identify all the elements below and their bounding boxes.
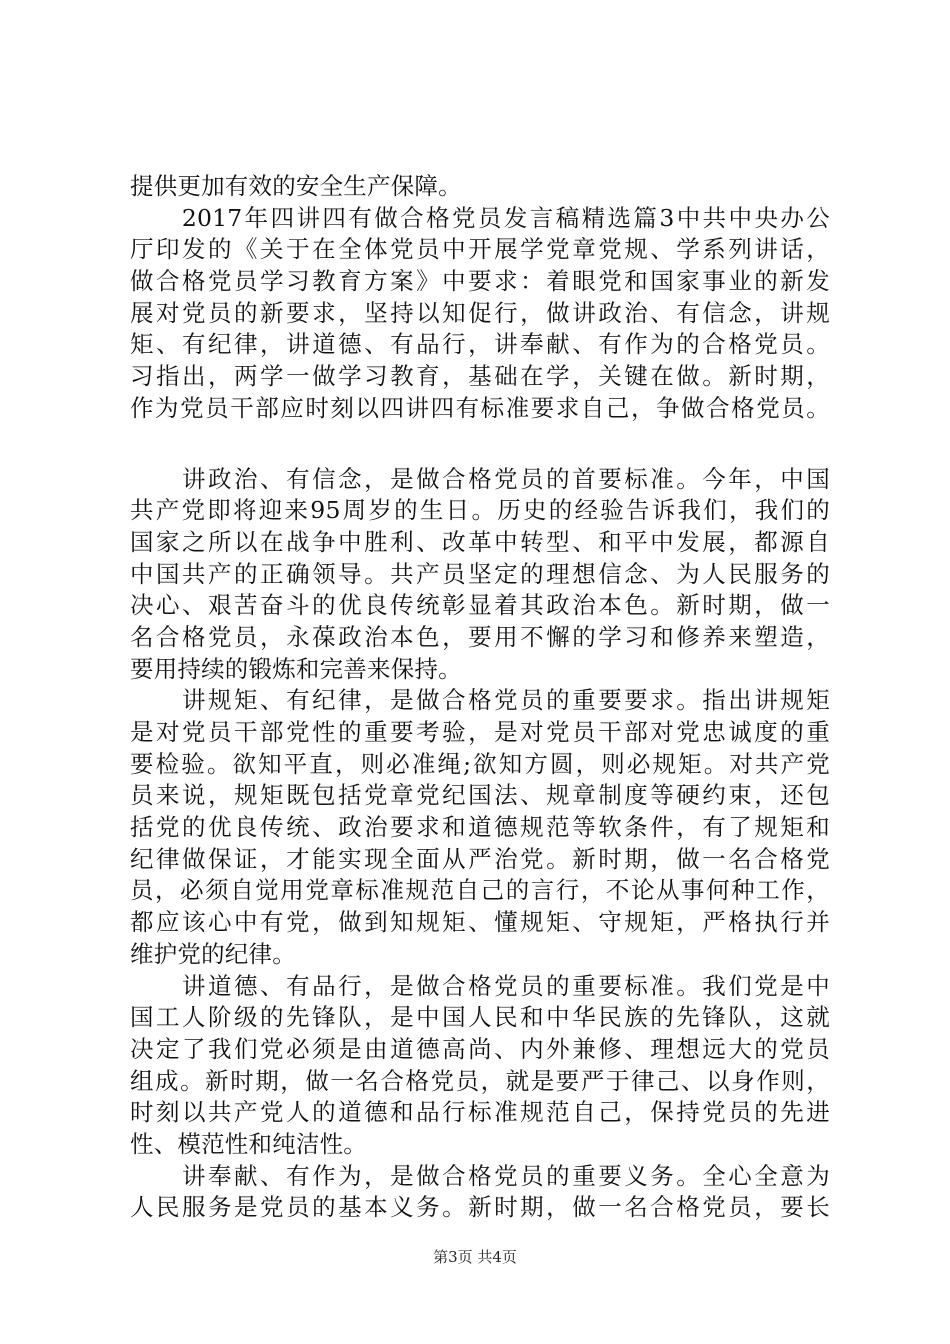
document-body bbox=[130, 171, 830, 1224]
text-line: 要用持续的锻炼和完善来保持。 bbox=[130, 654, 462, 683]
text-line: 讲规矩、有纪律，是做合格党员的重要要求。指出讲规矩 bbox=[130, 686, 830, 715]
text-line: 作为党员干部应时刻以四讲四有标准要求自己，争做合格党员。 bbox=[130, 393, 830, 422]
text-line: 2017年四讲四有做合格党员发言稿精选篇3中共中央办公 bbox=[130, 203, 830, 232]
text-line: 员来说，规矩既包括党章党纪国法、规章制度等硬约束，还包 bbox=[130, 781, 830, 810]
text-line: 都应该心中有党，做到知规矩、懂规矩、守规矩，严格执行并 bbox=[130, 908, 830, 937]
text-line: 维护党的纪律。 bbox=[130, 939, 296, 968]
text-line: 中国共产的正确领导。共产员坚定的理想信念、为人民服务的 bbox=[130, 559, 830, 588]
text-line: 提供更加有效的安全生产保障。 bbox=[130, 172, 462, 200]
text-line: 共产党即将迎来95周岁的生日。历史的经验告诉我们，我们的 bbox=[130, 496, 830, 525]
text-line: 矩、有纪律，讲道德、有品行，讲奉献、有作为的合格党员。 bbox=[130, 330, 830, 359]
text-line: 纪律做保证，才能实现全面从严治党。新时期，做一名合格党 bbox=[130, 844, 830, 873]
text-line: 国家之所以在战争中胜利、改革中转型、和平中发展，都源自 bbox=[130, 527, 830, 556]
text-line: 性、模范性和纯洁性。 bbox=[130, 1129, 367, 1158]
text-line: 员，必须自觉用党章标准规范自己的言行，不论从事何种工作， bbox=[130, 876, 830, 905]
text-line: 做合格党员学习教育方案》中要求：着眼党和国家事业的新发 bbox=[130, 267, 830, 296]
paragraph-gap bbox=[130, 425, 830, 464]
text-line: 厅印发的《关于在全体党员中开展学党章党规、学系列讲话， bbox=[130, 235, 830, 264]
paragraph-block-intro bbox=[130, 171, 830, 425]
paragraph-block-main bbox=[130, 464, 830, 1225]
text-line: 决心、艰苦奋斗的优良传统彰显着其政治本色。新时期，做一 bbox=[130, 591, 830, 620]
text-line: 时刻以共产党人的道德和品行标准规范自己，保持党员的先进 bbox=[130, 1098, 830, 1127]
text-line: 组成。新时期，做一名合格党员，就是要严于律己、以身作则， bbox=[130, 1066, 830, 1095]
text-line: 要检验。欲知平直，则必准绳;欲知方圆，则必规矩。对共产党 bbox=[130, 749, 830, 778]
text-line: 讲政治、有信念，是做合格党员的首要标准。今年，中国 bbox=[130, 464, 830, 493]
text-line: 讲奉献、有作为，是做合格党员的重要义务。全心全意为 bbox=[130, 1161, 830, 1190]
text-line: 括党的优良传统、政治要求和道德规范等软条件，有了规矩和 bbox=[130, 813, 830, 842]
text-line: 决定了我们党必须是由道德高尚、内外兼修、理想远大的党员 bbox=[130, 1034, 830, 1063]
text-line: 讲道德、有品行，是做合格党员的重要标准。我们党是中 bbox=[130, 971, 830, 1000]
text-line: 是对党员干部党性的重要考验，是对党员干部对党忠诚度的重 bbox=[130, 718, 830, 746]
text-line: 习指出，两学一做学习教育，基础在学，关键在做。新时期， bbox=[130, 362, 830, 391]
text-line: 人民服务是党员的基本义务。新时期，做一名合格党员，要长 bbox=[130, 1193, 830, 1222]
text-line: 国工人阶级的先锋队，是中国人民和中华民族的先锋队，这就 bbox=[130, 1003, 830, 1032]
text-line: 展对党员的新要求，坚持以知促行，做讲政治、有信念，讲规 bbox=[130, 298, 830, 327]
text-line: 名合格党员，永葆政治本色，要用不懈的学习和修养来塑造， bbox=[130, 622, 830, 651]
page-number-footer: 第3页 共4页 bbox=[433, 1248, 517, 1266]
